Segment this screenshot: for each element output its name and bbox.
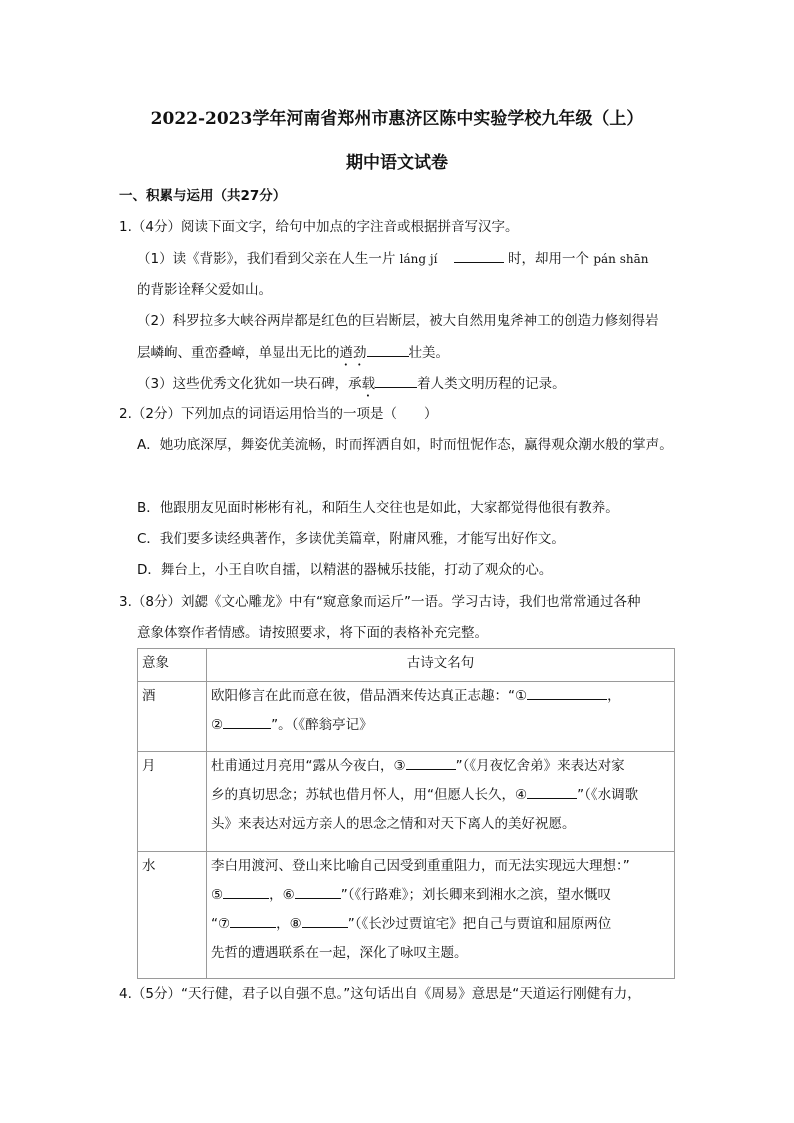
q4-stem: 4.（5分）“天行健，君子以自强不息。”这句话出自《周易》意思是“天道运行刚健有力， [119,986,641,1002]
row-image-water: 水 [138,852,207,979]
q1-sub2-line2 [137,343,449,369]
blank-5[interactable] [223,885,269,899]
q1-sub2-text-a: （2）科罗拉多大峡谷两岸都是红色的巨岩断层，被大自然用鬼斧神工的创造力修刻得岩 [137,313,659,329]
section-heading: 一、积累与运用（共27分） [119,188,287,204]
q2-option-c[interactable]: C．我们要多读经典著作，多读优美篇章，附庸风雅，才能写出好作文。 [137,531,565,547]
imagery-poem-table [137,648,675,979]
q1-sub2-text-c: 壮美。 [408,345,449,361]
q1-sub1-text-a: （1）读《背影》，我们看到父亲在人生一片 [137,251,396,267]
q1-dotted-word-2: 载 [361,376,376,392]
q1-dotted-word-1: 遒劲 [339,345,367,361]
blank-1[interactable] [527,686,607,700]
q1-stem: 1.（4分）阅读下面文字，给句中加点的字注音或根据拼音写汉字。 [119,219,519,235]
row-image-wine: 酒 [138,682,207,752]
q1-sub2-text-b: 层嶙峋、重峦叠嶂，单显出无比的 [137,345,340,361]
q2-option-d[interactable]: D．舞台上，小王自吹自擂，以精湛的器械乐技能，打动了观众的心。 [137,562,553,578]
q1-pinyin-2: pán shān [593,252,649,266]
exam-title-line1: 2022-2023学年河南省郑州市惠济区陈中实验学校九年级（上） [150,109,644,129]
blank-3[interactable] [406,756,456,770]
table-row [138,682,675,752]
q1-blank-3[interactable] [375,374,417,388]
table-row [138,752,675,852]
table-header-poem: 古诗文名句 [207,649,675,682]
exam-title-line2: 期中语文试卷 [346,153,448,173]
row-content-moon: 杜甫通过月亮用“露从今夜白，③ ”（《月夜忆舍弟》来表达对家 乡的真切思念；苏轼也借月怀人，用“但愿人长久，④ ”（《水调歌 头》来表达对远方亲人的思念之情和对天下离人的美好祝愿。 [207,752,675,852]
row-content-wine: 欧阳修言在此而意在彼，借品酒来传达真正志趣：“① ， ② ”。（《醉翁亭记》 [207,682,675,752]
q1-sub1-text-b: 时，却用一个 [508,251,590,267]
table-header-row [138,649,675,682]
q1-sub3-text-b: 着人类文明历程的记录。 [417,376,566,392]
blank-8[interactable] [302,914,348,928]
q1-blank-2[interactable] [367,343,409,357]
row-content-water: 李白用渡河、登山来比喻自己因受到重重阻力，而无法实现远大理想：” ⑤ ，⑥ ”（《行路难》；刘长卿来到湘水之滨，望水慨叹 “⑦ ，⑧ ”（《长沙过贾谊宅》把自己与贾谊和屈原两位 先哲的遭遇联系在一起，深化了咏叹主题。 [207,852,675,979]
q1-sub3-line [137,374,566,400]
q3-stem-line1: 3.（8分）刘勰《文心雕龙》中有“窥意象而运斤”一语。学习古诗，我们也常常通过各种 [119,594,641,610]
table-header-image: 意象 [138,649,207,682]
q2-option-b[interactable]: B．他跟朋友见面时彬彬有礼，和陌生人交往也是如此，大家都觉得他很有教养。 [137,500,619,516]
q2-stem: 2.（2分）下列加点的词语运用恰当的一项是（ ） [119,406,438,422]
row-image-moon: 月 [138,752,207,852]
table-row [138,852,675,979]
q1-sub1-line1 [137,249,648,268]
q1-sub3-text-a: （3）这些优秀文化犹如一块石碑，承 [137,376,362,392]
blank-7[interactable] [230,914,276,928]
q1-blank-1[interactable] [454,249,504,263]
q2-option-a[interactable]: A．她功底深厚，舞姿优美流畅，时而挥洒自如，时而忸怩作态，赢得观众潮水般的掌声。 [137,437,673,453]
blank-2[interactable] [223,715,271,729]
q3-stem-line2: 意象体察作者情感。请按照要求，将下面的表格补充完整。 [137,625,488,641]
q1-sub1-text-c: 的背影诠释父爱如山。 [137,282,272,298]
blank-6[interactable] [295,885,341,899]
blank-4[interactable] [527,785,577,799]
q1-pinyin-1: láng jí [399,252,438,266]
